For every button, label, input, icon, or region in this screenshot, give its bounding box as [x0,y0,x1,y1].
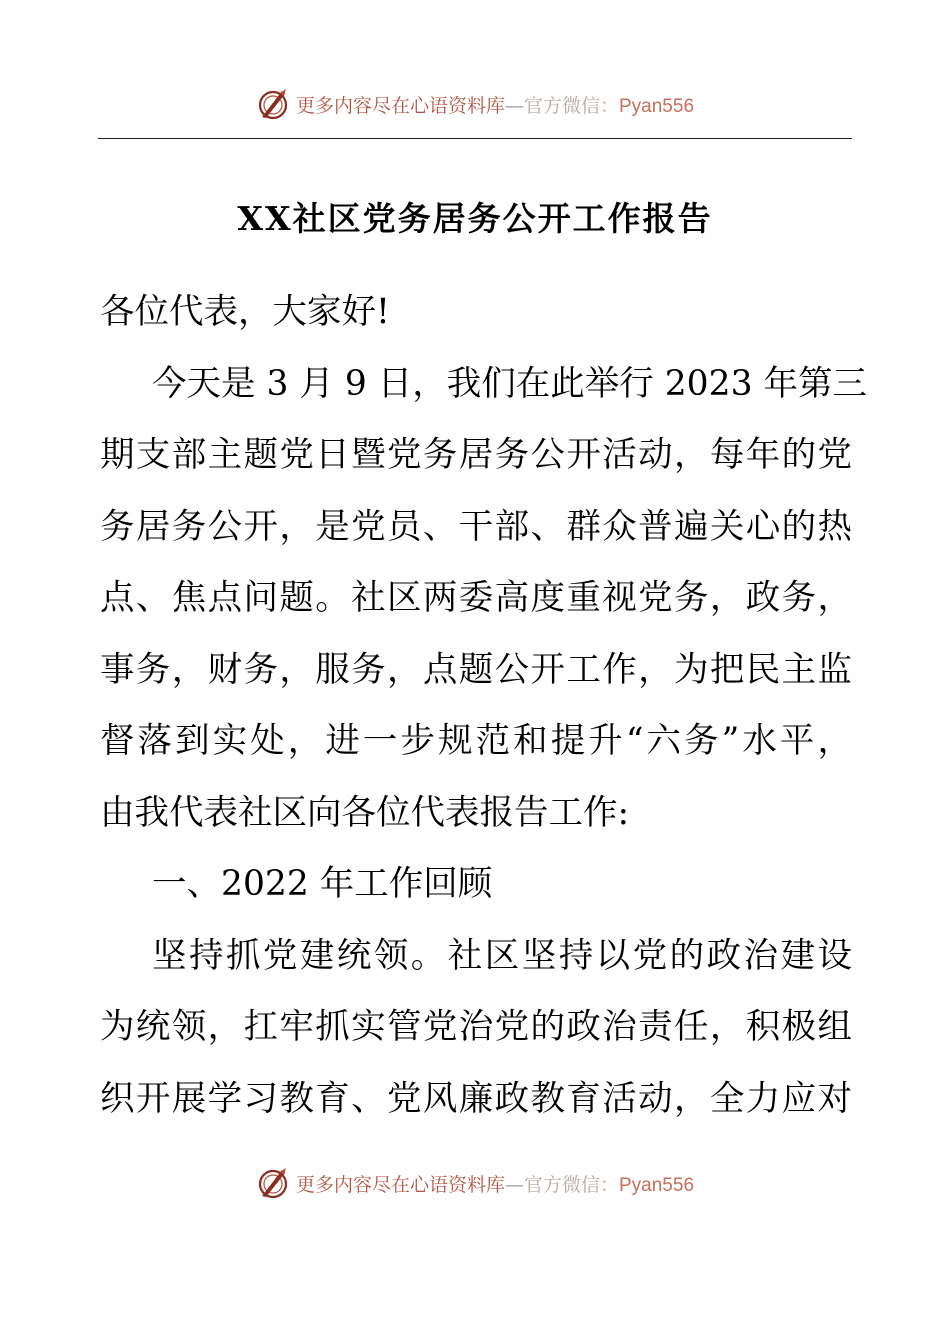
footer-banner-sub: 官方微信： [523,1173,619,1196]
greeting-line: 各位代表，大家好! [100,292,390,332]
body-line: 事务，财务，服务，点题公开工作，为把民主监 [100,649,852,690]
header-banner-dash: — [504,94,524,117]
document-body [100,277,867,1135]
header-banner-wechat-id: Pyan556 [619,95,695,117]
footer-banner-text [296,1170,694,1197]
body-line: 坚持抓党建统领。社区坚持以党的政治建设 [152,935,852,976]
footer-banner-dash: — [504,1173,524,1196]
section-heading: 一、2022 年工作回顾 [152,864,493,904]
body-line: 务居务公开，是党员、干部、群众普遍关心的热 [100,506,852,547]
body-line: 督落到实处，进一步规范和提升“六务”水平， [100,721,852,761]
header-banner-main: 更多内容尽在心语资料库 [295,94,505,117]
header-divider [98,138,852,139]
header-banner [0,84,950,124]
body-line: 今天是 3 月 9 日，我们在此举行 2023 年第三 [152,363,867,404]
quill-logo-icon [256,1166,290,1200]
body-line: 为统领，扛牢抓实管党治党的政治责任，积极组 [100,1007,852,1047]
body-line: 期支部主题党日暨党务居务公开活动，每年的党 [100,435,852,475]
document-title: XX社区党务居务公开工作报告 [237,199,713,238]
body-line: 由我代表社区向各位代表报告工作: [100,792,630,833]
footer-banner [0,1163,950,1203]
footer-banner-wechat-id: Pyan556 [619,1174,695,1196]
quill-logo-icon [256,87,290,121]
footer-banner-main: 更多内容尽在心语资料库 [295,1173,505,1196]
body-line: 织开展学习教育、党风廉政教育活动，全力应对 [100,1078,852,1119]
header-banner-sub: 官方微信： [523,94,619,117]
body-line: 点、焦点问题。社区两委高度重视党务，政务， [100,578,852,618]
header-banner-text [296,91,694,118]
